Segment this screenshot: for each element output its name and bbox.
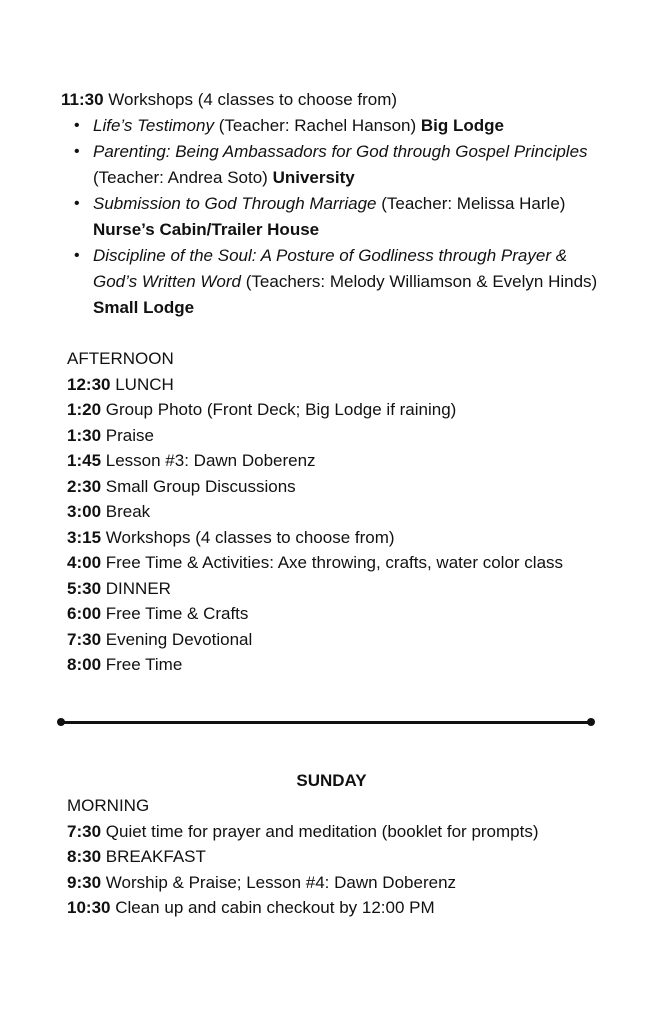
event-time: 11:30	[61, 90, 104, 109]
workshops-section	[61, 87, 641, 321]
divider-dot-right	[587, 718, 595, 726]
workshop-teacher: (Teachers: Melody Williamson & Evelyn Hinds)	[245, 271, 598, 291]
schedule-row	[67, 601, 647, 627]
workshop-item	[61, 113, 613, 139]
workshops-header	[61, 87, 641, 113]
schedule-row	[67, 397, 647, 423]
schedule-row	[67, 448, 647, 474]
workshop-title: Submission to God Through Marriage	[93, 193, 377, 213]
schedule-row	[67, 819, 647, 845]
schedule-row	[67, 499, 647, 525]
schedule-row	[67, 372, 647, 398]
schedule-row	[67, 895, 647, 921]
event-text: BREAKFAST	[105, 847, 206, 866]
event-time: 10:30	[67, 898, 111, 917]
day-title: SUNDAY	[296, 771, 367, 790]
event-time: 6:00	[67, 604, 102, 623]
workshop-title: Life’s Testimony	[93, 115, 214, 135]
schedule-row	[67, 627, 647, 653]
event-text: Group Photo (Front Deck; Big Lodge if raining)	[105, 400, 457, 419]
event-text: Lesson #3: Dawn Doberenz	[105, 451, 316, 470]
section-heading: MORNING	[67, 796, 150, 815]
divider-line	[60, 721, 592, 724]
workshop-item	[61, 191, 613, 243]
schedule-row	[67, 550, 647, 576]
event-text: Small Group Discussions	[105, 476, 296, 496]
workshop-title: Parenting: Being Ambassadors for God through Gospel Principles	[93, 141, 588, 161]
schedule-row	[67, 652, 647, 678]
afternoon-section	[67, 346, 647, 678]
event-text: Free Time & Crafts	[105, 604, 249, 623]
event-text: Workshops (4 classes to choose from)	[108, 90, 398, 109]
event-text: Workshops (4 classes to choose from)	[105, 527, 395, 547]
event-time: 8:30	[67, 847, 102, 866]
workshop-teacher: (Teacher: Rachel Hanson)	[218, 115, 417, 135]
event-text: Break	[105, 502, 151, 521]
workshop-location: University	[272, 167, 355, 187]
event-text: Free Time	[105, 655, 183, 674]
event-time: 3:15	[67, 527, 102, 547]
workshop-teacher: (Teacher: Melissa Harle)	[381, 193, 566, 213]
schedule-row	[67, 870, 647, 896]
divider-dot-left	[57, 718, 65, 726]
event-time: 1:20	[67, 400, 102, 419]
event-time: 5:30	[67, 578, 102, 598]
event-time: 9:30	[67, 872, 102, 892]
event-time: 4:00	[67, 553, 102, 572]
event-text: DINNER	[105, 578, 171, 598]
workshop-title: Discipline of the Soul: A Posture of Godliness through Prayer & God’s Written Word	[93, 245, 568, 291]
section-heading: AFTERNOON	[67, 349, 174, 368]
event-time: 1:30	[67, 425, 102, 445]
schedule-row	[67, 525, 647, 551]
event-time: 8:00	[67, 655, 102, 674]
workshop-location: Nurse’s Cabin/Trailer House	[93, 219, 320, 239]
event-text: Evening Devotional	[105, 629, 253, 649]
event-time: 1:45	[67, 451, 102, 470]
schedule-row	[67, 423, 647, 449]
section-divider	[57, 718, 595, 726]
event-time: 12:30	[67, 374, 111, 394]
workshop-location: Small Lodge	[93, 297, 195, 317]
event-text: LUNCH	[115, 374, 174, 394]
event-time: 3:00	[67, 502, 102, 521]
schedule-row	[67, 844, 647, 870]
sunday-section	[67, 793, 647, 921]
event-time: 7:30	[67, 629, 102, 649]
event-time: 7:30	[67, 821, 102, 841]
event-text: Quiet time for prayer and meditation (booklet for prompts)	[105, 821, 539, 841]
workshop-list	[61, 113, 641, 321]
workshop-item	[61, 243, 613, 321]
event-text: Free Time & Activities: Axe throwing, crafts, water color class	[105, 553, 564, 572]
schedule-row	[67, 474, 647, 500]
schedule-row	[67, 576, 647, 602]
event-text: Praise	[105, 425, 154, 445]
workshop-item	[61, 139, 613, 191]
workshop-location: Big Lodge	[420, 115, 505, 135]
event-text: Clean up and cabin checkout by 12:00 PM	[115, 898, 435, 917]
event-time: 2:30	[67, 476, 102, 496]
event-text: Worship & Praise; Lesson #4: Dawn Doberenz	[105, 872, 457, 892]
workshop-teacher: (Teacher: Andrea Soto)	[93, 167, 268, 187]
